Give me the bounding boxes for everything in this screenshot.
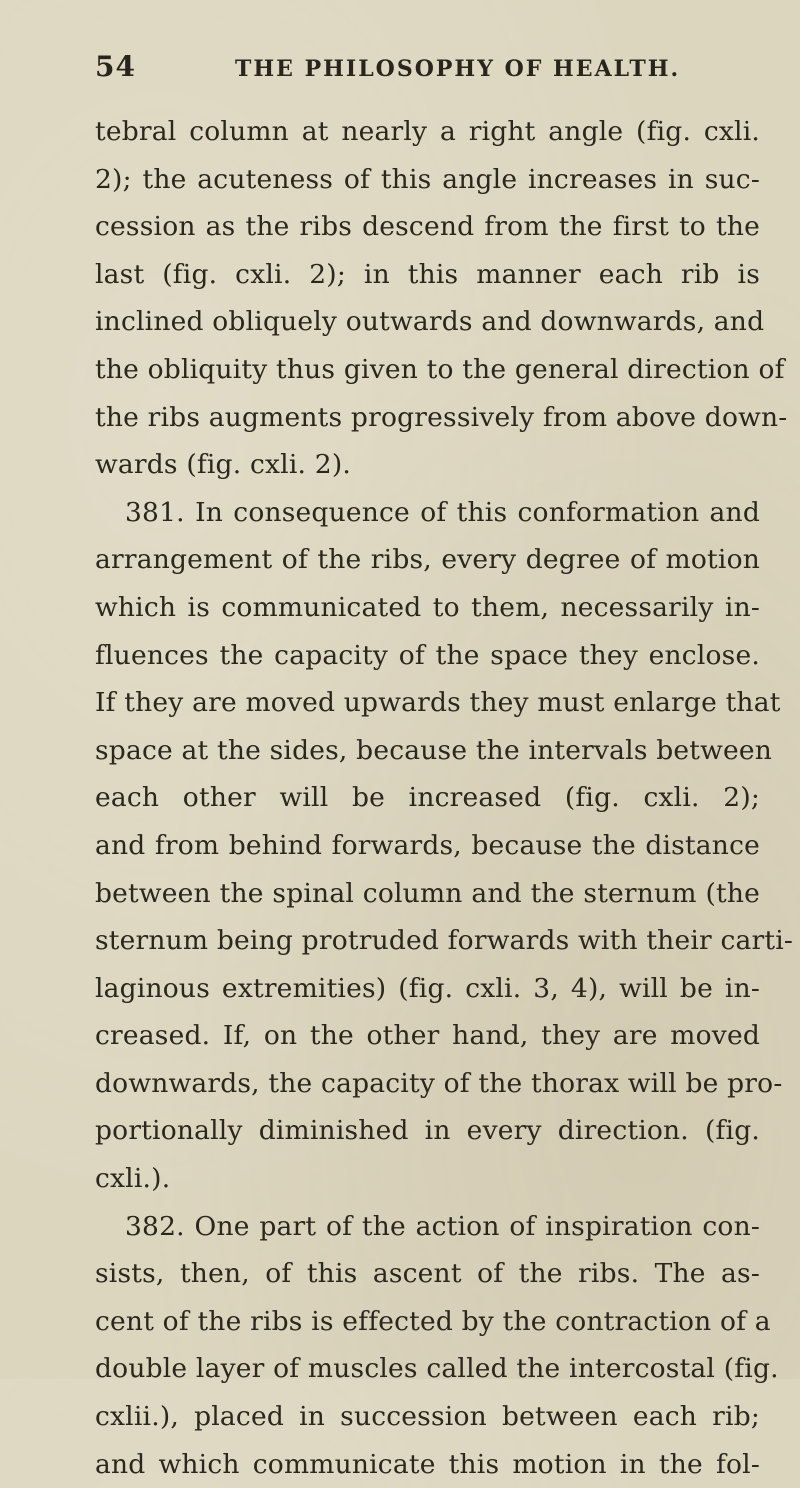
text-line: last (fig. cxli. 2); in this manner each rib is (95, 258, 760, 290)
text-line: arrangement of the ribs, every degree of motion (95, 544, 760, 576)
text-line: sternum being protruded forwards with their carti- (95, 925, 794, 957)
text-line: cxlii.), placed in succession between each rib; (95, 1401, 760, 1433)
text-line: cent of the ribs is effected by the contraction of a (95, 1305, 771, 1337)
text-line: the obliquity thus given to the general direction of (95, 353, 785, 385)
page-number: 54 (95, 50, 136, 83)
text-line: and which communicate this motion in the fol- (95, 1448, 760, 1480)
text-line: If they are moved upwards they must enlarge that (95, 687, 781, 719)
text-line: and from behind forwards, because the distance (95, 829, 760, 861)
text-line: sists, then, of this ascent of the ribs. The as- (95, 1258, 760, 1290)
text-line: space at the sides, because the intervals between (95, 734, 773, 766)
text-line: which is communicated to them, necessarily in- (95, 591, 760, 623)
body-text (95, 108, 794, 1488)
text-line: inclined obliquely outwards and downwards, and (95, 306, 765, 338)
text-line: laginous extremities) (fig. cxli. 3, 4), will be in- (95, 972, 760, 1004)
text-line: 2); the acuteness of this angle increases in suc- (95, 163, 760, 195)
text-line: downwards, the capacity of the thorax will be pro- (95, 1067, 783, 1099)
text-line: portionally diminished in every direction. (fig. (95, 1115, 760, 1147)
text-line: double layer of muscles called the intercostal (fig. (95, 1353, 779, 1385)
text-line: cession as the ribs descend from the first to the (95, 211, 760, 243)
text-line: each other will be increased (fig. cxli. 2); (95, 782, 760, 814)
text-line: the ribs augments progressively from above down- (95, 401, 788, 433)
running-title: THE PHILOSOPHY OF HEALTH. (235, 56, 681, 82)
text-line: cxli.). (95, 1163, 171, 1195)
text-line: fluences the capacity of the space they enclose. (95, 639, 760, 671)
running-head (95, 50, 755, 90)
text-line: creased. If, on the other hand, they are moved (95, 1020, 760, 1052)
text-line: between the spinal column and the sternum (the (95, 877, 760, 909)
paragraph-381-start: 381. In consequence of this conformation and (125, 496, 760, 528)
text-line: tebral column at nearly a right angle (fig. cxli. (95, 116, 760, 147)
paragraph-382-start: 382. One part of the action of inspiration con- (125, 1210, 760, 1242)
text-line: wards (fig. cxli. 2). (95, 449, 351, 481)
